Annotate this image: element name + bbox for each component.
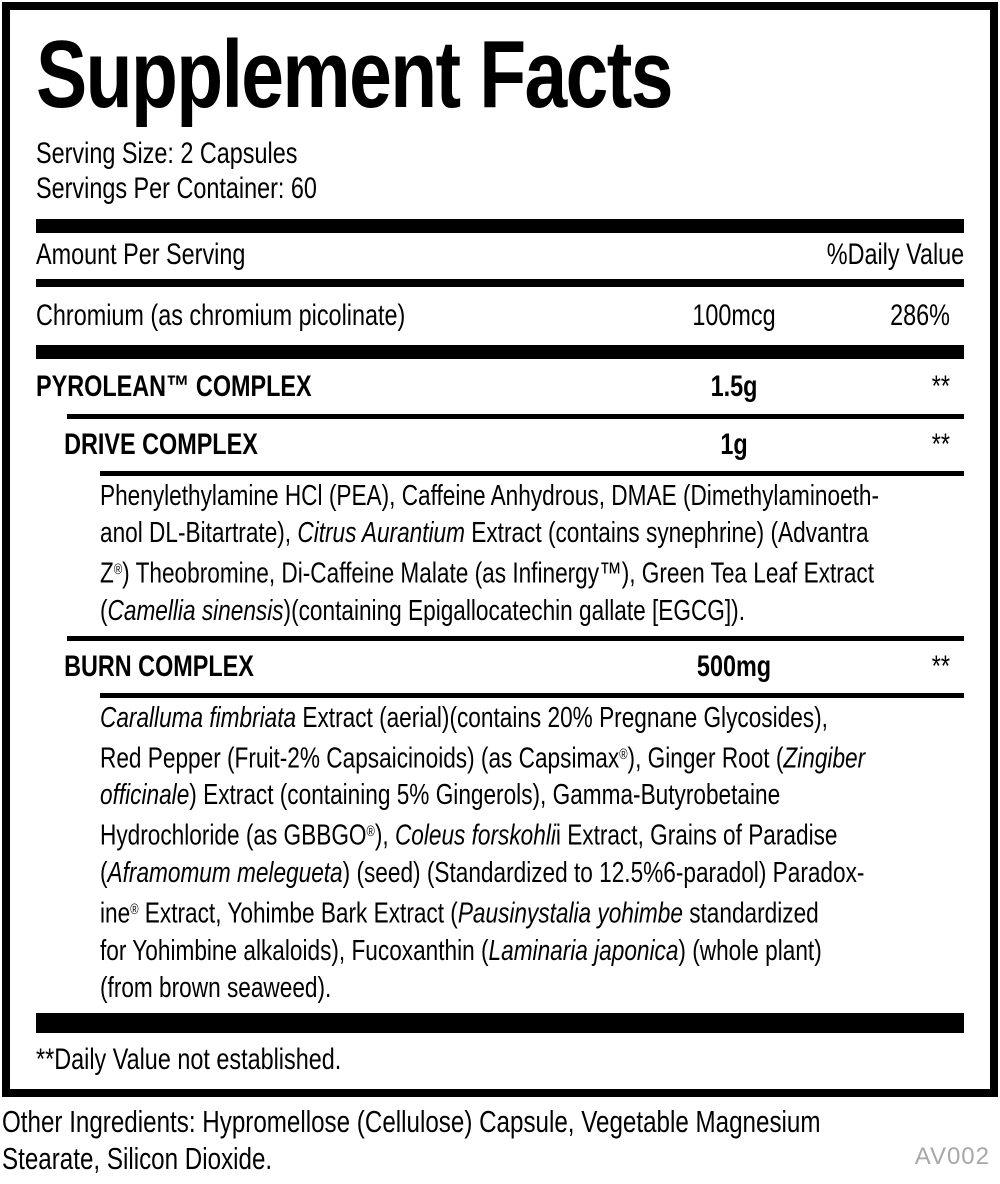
pyrolean-complex-daily-value: **	[931, 370, 950, 403]
chromium-amount: 100mcg	[692, 299, 776, 332]
other-ingredients	[0, 1103, 1000, 1177]
drive-complex-amount: 1g	[720, 428, 748, 461]
amount-per-serving-header: Amount Per Serving	[36, 238, 246, 271]
pyrolean-complex-amount: 1.5g	[710, 370, 758, 403]
other-ingredients-line-2: Stearate, Silicon Dioxide.	[2, 1140, 273, 1176]
daily-value-header: %Daily Value	[826, 238, 964, 271]
supplement-facts-title: Supplement Facts	[36, 21, 672, 128]
chromium-name: Chromium (as chromium picolinate)	[36, 299, 406, 332]
divider-bar-under-header	[36, 279, 964, 287]
product-code: AV002	[914, 1143, 990, 1170]
serving-info	[36, 136, 964, 206]
row-pyrolean-complex	[36, 359, 964, 414]
other-ingredients-line-1: Other Ingredients: Hypromellose (Cellulose) Capsule, Vegetable Magnesium	[2, 1103, 821, 1139]
divider-bar-bottom	[36, 1013, 964, 1033]
servings-per-container: Servings Per Container: 60	[36, 172, 317, 205]
pyrolean-complex-name: PYROLEAN™ COMPLEX	[36, 370, 312, 403]
drive-complex-ingredients: Phenylethylamine HCl (PEA), Caffeine Anhydrous, DMAE (Dimethylaminoeth- anol DL-Bitartrate), Citrus Aurantium Extract (contains synephrine) (Advantra Z®) Theobromine, Di-Caffeine Malate (as Infinergy™), Green Tea Leaf Extract (Camellia sinensis)(containing Epigallocatechin gallate [EGCG]).	[100, 480, 880, 627]
drive-complex-name: DRIVE COMPLEX	[64, 428, 258, 461]
burn-complex-name: BURN COMPLEX	[64, 649, 254, 683]
column-header-row	[36, 233, 964, 279]
burn-complex-ingredients: Caralluma fimbriata Extract (aerial)(contains 20% Pregnane Glycosides), Red Pepper (Fruit-2% Capsaicinoids) (as Capsimax®), Ginger Root (Zingiber officinale) Extract (containing 5% Gingerols), Gamma-Butyrobetaine Hydrochloride (as GBBGO®), Coleus forskohlii Extract, Grains of Paradise (Aframomum melegueta) (seed) (Standardized to 12.5%6-paradol) Paradox- ine® Extract, Yohimbe Bark Extract (Pausinystalia yohimbe standardized for Yohimbine alkaloids), Fucoxanthin (Laminaria japonica) (whole plant) (from brown seaweed).	[100, 701, 866, 1004]
row-drive-complex	[36, 419, 964, 471]
row-chromium	[36, 287, 964, 345]
serving-size: Serving Size: 2 Capsules	[36, 137, 298, 170]
daily-value-footnote: **Daily Value not established.	[36, 1042, 342, 1076]
row-burn-complex	[36, 641, 964, 693]
supplement-facts-panel	[2, 2, 998, 1097]
burn-complex-amount: 500mg	[696, 649, 772, 683]
drive-complex-daily-value: **	[931, 428, 950, 461]
chromium-daily-value: 286%	[890, 299, 950, 332]
divider-bar-section	[36, 345, 964, 359]
divider-bar-top	[36, 219, 964, 233]
burn-complex-daily-value: **	[931, 649, 950, 683]
